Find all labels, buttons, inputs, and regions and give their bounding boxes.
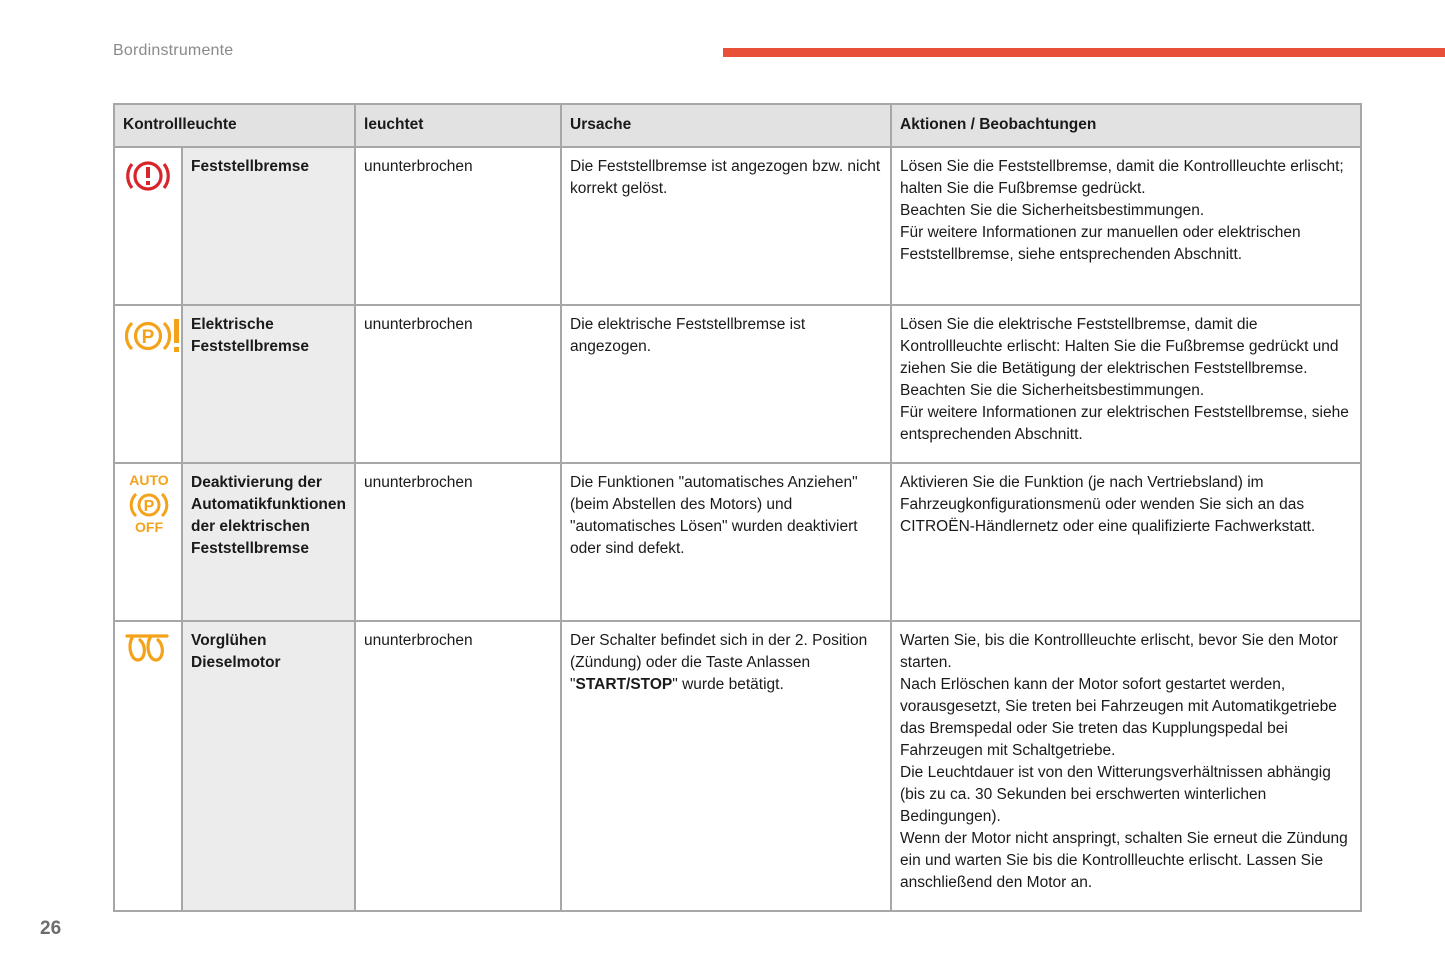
warning-lights-table: [113, 103, 1362, 912]
cause-text: Der Schalter befindet sich in der 2. Position (Zündung) oder die Taste Anlassen ": [570, 632, 868, 693]
lit-cell: ununterbrochen: [355, 463, 561, 621]
auto-parking-brake-off-icon: [123, 472, 175, 534]
cause-text-end: " wurde betätigt.: [672, 676, 784, 693]
icon-cell: [114, 463, 182, 621]
accent-bar: [723, 48, 1445, 57]
action-line: Beachten Sie die Sicherheitsbestimmungen.: [900, 202, 1205, 219]
table-row: [114, 463, 1361, 621]
cause-cell: Die Feststellbremse ist angezogen bzw. nicht korrekt gelöst.: [561, 147, 891, 305]
warning-name: Feststellbremse: [182, 147, 355, 305]
lit-cell: ununterbrochen: [355, 621, 561, 911]
warning-name: Elektrische Feststellbremse: [182, 305, 355, 463]
action-line: Die Leuchtdauer ist von den Witterungsverhältnissen abhängig (bis zu ca. 30 Sekunden bei erschwerten winterlichen Bedingungen).: [900, 764, 1331, 825]
column-header-actions: Aktionen / Beobachtungen: [891, 104, 1361, 147]
action-line: Wenn der Motor nicht anspringt, schalten Sie erneut die Zündung ein und warten Sie bis die Kontrollleuchte erlischt. Lassen Sie anschließend den Motor an.: [900, 830, 1348, 891]
action-line: Lösen Sie die Feststellbremse, damit die Kontrollleuchte erlischt; halten Sie die Fußbremse gedrückt.: [900, 158, 1344, 197]
column-header-lit: leuchtet: [355, 104, 561, 147]
svg-text:P: P: [143, 498, 155, 515]
lit-cell: ununterbrochen: [355, 147, 561, 305]
lit-cell: ununterbrochen: [355, 305, 561, 463]
table-row: [114, 621, 1361, 911]
page-number: 26: [40, 918, 62, 939]
table-row: [114, 305, 1361, 463]
warning-name: Vorglühen Dieselmotor: [182, 621, 355, 911]
cause-cell: [561, 621, 891, 911]
action-line: Beachten Sie die Sicherheitsbestimmungen.: [900, 382, 1205, 399]
section-title: Bordinstrumente: [113, 42, 234, 59]
start-stop-label: START/STOP: [575, 676, 673, 693]
cause-cell: Die elektrische Feststellbremse ist angezogen.: [561, 305, 891, 463]
action-line: Für weitere Informationen zur manuellen oder elektrischen Feststellbremse, siehe entsprechenden Abschnitt.: [900, 224, 1301, 263]
icon-cell: [114, 305, 182, 463]
column-header-warning-light: Kontrollleuchte: [114, 104, 355, 147]
svg-text:P: P: [141, 327, 155, 348]
icon-text-auto: AUTO: [129, 472, 169, 488]
icon-text-off: OFF: [135, 519, 163, 534]
table-row: [114, 147, 1361, 305]
column-header-cause: Ursache: [561, 104, 891, 147]
cause-cell: Die Funktionen "automatisches Anziehen" (beim Abstellen des Motors) und "automatisches Lösen" wurden deaktiviert oder sind defekt.: [561, 463, 891, 621]
actions-cell: [891, 147, 1361, 305]
parking-brake-warning-icon: [123, 156, 173, 196]
icon-cell: [114, 621, 182, 911]
action-line: Für weitere Informationen zur elektrischen Feststellbremse, siehe entsprechenden Abschnitt.: [900, 404, 1349, 443]
glow-plug-icon: [123, 630, 175, 666]
action-line: Warten Sie, bis die Kontrollleuchte erlischt, bevor Sie den Motor starten.: [900, 632, 1338, 671]
action-line: Nach Erlöschen kann der Motor sofort gestartet werden, vorausgesetzt, Sie treten bei Fahrzeugen mit Automatikgetriebe das Bremspedal oder Sie treten das Kupplungspedal bei Fahrzeugen mit Schaltgetriebe.: [900, 676, 1337, 759]
actions-cell: [891, 463, 1361, 621]
actions-cell: [891, 305, 1361, 463]
warning-name: Deaktivierung der Automatikfunktionen der elektrischen Feststellbremse: [182, 463, 355, 621]
action-line: Lösen Sie die elektrische Feststellbremse, damit die Kontrollleuchte erlischt: Halten Sie die Fußbremse gedrückt und ziehen Sie die Betätigung der elektrischen Feststellbremse.: [900, 316, 1339, 377]
table-header-row: [114, 104, 1361, 147]
action-line: Aktivieren Sie die Funktion (je nach Vertriebsland) im Fahrzeugkonfigurationsmenü oder wenden Sie sich an das CITROËN-Händlernetz oder eine qualifizierte Fachwerkstatt.: [900, 474, 1316, 535]
icon-cell: [114, 147, 182, 305]
actions-cell: [891, 621, 1361, 911]
electric-parking-brake-icon: [123, 314, 183, 358]
